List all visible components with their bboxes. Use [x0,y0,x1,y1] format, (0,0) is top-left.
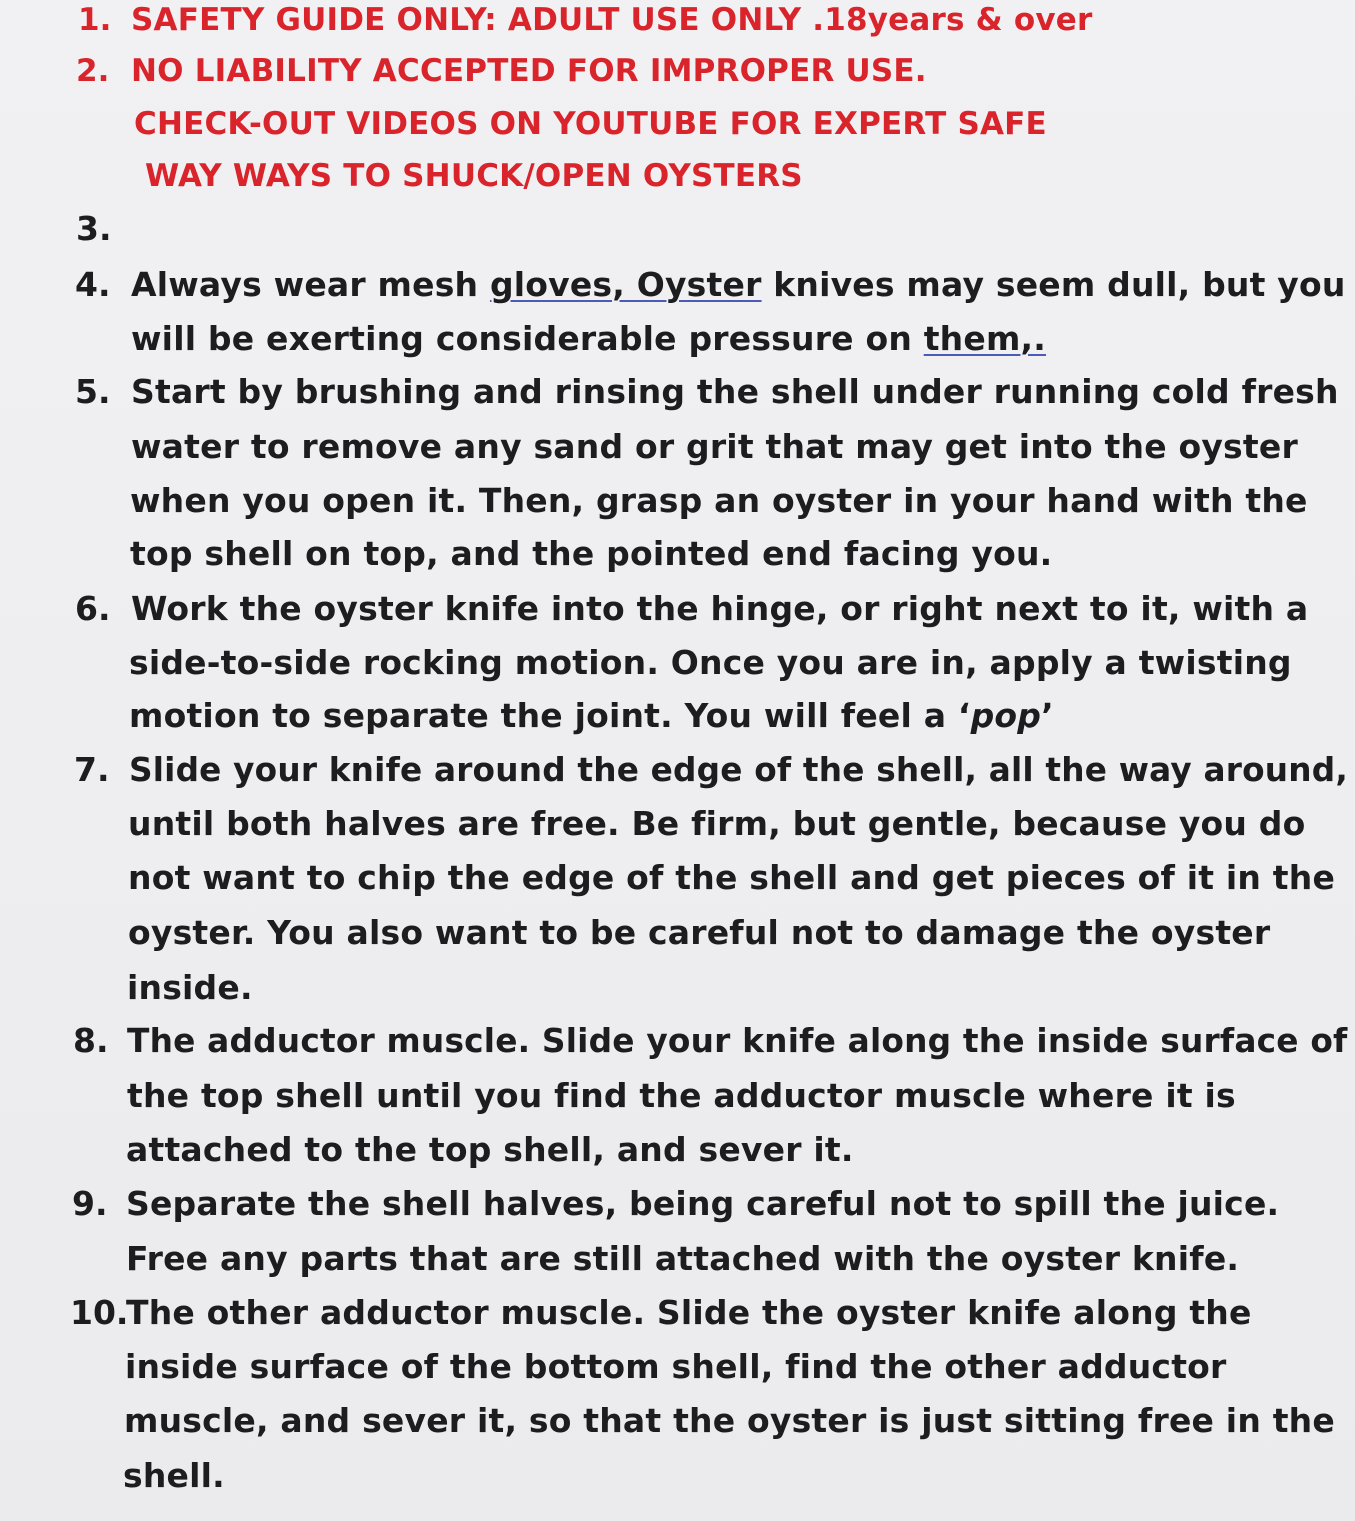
instruction-line: until both halves are free. Be firm, but gentle, because you do [128,804,1306,843]
instruction-line: motion to separate the joint. You will feel a ‘pop’ [129,696,1054,735]
item-number: 8. [73,1021,109,1060]
item-number: 3. [76,209,112,248]
item-number: 5. [75,372,111,411]
spellcheck-underlined-text: them,. [923,319,1047,358]
item-number: 1. [78,2,112,38]
spellcheck-underlined-text: gloves, Oyster [489,265,762,304]
instruction-line: shell. [123,1456,225,1495]
item-number: 9. [72,1184,108,1223]
item-number: 4. [75,265,111,304]
instruction-line: water to remove any sand or grit that may get into the oyster [131,427,1298,466]
instruction-line: Separate the shell halves, being careful not to spill the juice. [126,1184,1280,1223]
instruction-line: Start by brushing and rinsing the shell under running cold fresh [131,372,1339,411]
instruction-line: side-to-side rocking motion. Once you are in, apply a twisting [129,643,1292,682]
warning-line: NO LIABILITY ACCEPTED FOR IMPROPER USE. [131,53,927,89]
warning-line: SAFETY GUIDE ONLY: ADULT USE ONLY .18years & over [131,2,1093,38]
instruction-line: will be exerting considerable pressure on them,. [131,319,1047,358]
instruction-line: Slide your knife around the edge of the shell, all the way around, [129,750,1348,789]
item-number: 10. [70,1293,129,1332]
instruction-line: The adductor muscle. Slide your knife along the inside surface of [127,1021,1348,1060]
instruction-line: muscle, and sever it, so that the oyster is just sitting free in the [124,1401,1335,1440]
instruction-line: Always wear mesh gloves, Oyster knives may seem dull, but you [131,265,1346,304]
item-number: 2. [76,53,110,89]
item-number: 6. [75,589,111,628]
instruction-line: inside surface of the bottom shell, find the other adductor [125,1347,1227,1386]
instruction-line: the top shell until you find the adductor muscle where it is [127,1076,1236,1115]
instruction-line: Work the oyster knife into the hinge, or right next to it, with a [131,589,1309,628]
instruction-line: top shell on top, and the pointed end facing you. [130,534,1053,573]
item-number: 7. [74,750,110,789]
instruction-line: inside. [127,968,253,1007]
warning-line: WAY WAYS TO SHUCK/OPEN OYSTERS [145,158,803,194]
instruction-line: oyster. You also want to be careful not to damage the oyster [128,913,1271,952]
instruction-line: not want to chip the edge of the shell and get pieces of it in the [128,858,1336,897]
instruction-line: Free any parts that are still attached with the oyster knife. [126,1239,1240,1278]
instruction-line: when you open it. Then, grasp an oyster in your hand with the [130,481,1308,520]
instruction-line: attached to the top shell, and sever it. [126,1130,854,1169]
warning-line: CHECK-OUT VIDEOS ON YOUTUBE FOR EXPERT SAFE [134,106,1047,142]
instruction-line: The other adductor muscle. Slide the oyster knife along the [126,1293,1252,1332]
